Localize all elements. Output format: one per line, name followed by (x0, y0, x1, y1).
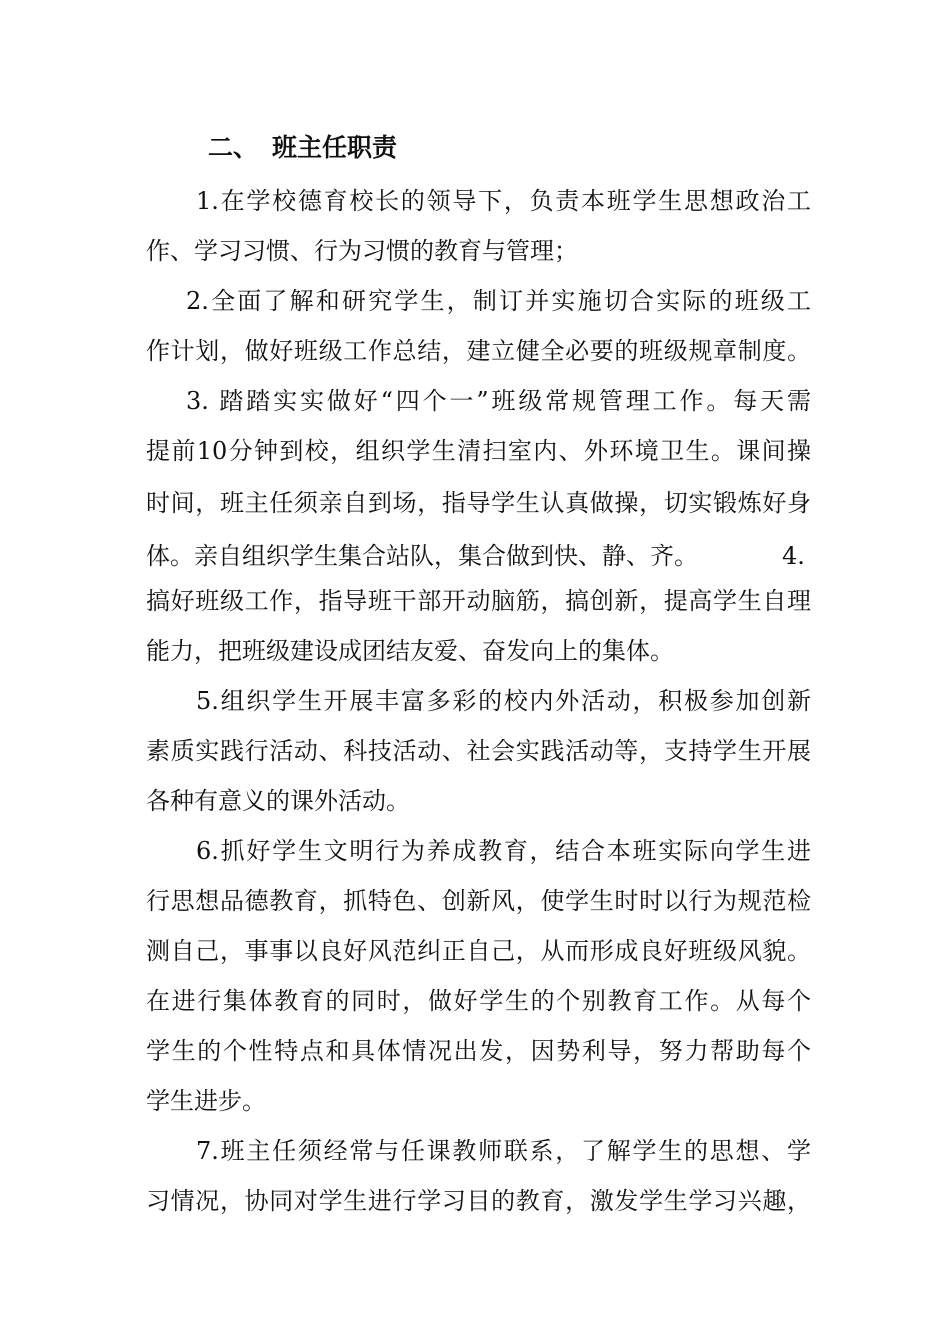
paragraph-line: 学生进步。 (146, 1087, 266, 1115)
paragraph-line: 学生的个性特点和具体情况出发，因势利导，努力帮助每个 (146, 1037, 811, 1065)
paragraph-line: 体。亲自组织学生集合站队，集合做到快、静、齐。 (146, 542, 698, 570)
paragraph-line: 作、学习习惯、行为习惯的教育与管理； (146, 237, 578, 265)
paragraph-line: 行思想品德教育，抓特色、创新风，使学生时时以行为规范检 (146, 887, 811, 915)
paragraph-line: 习情况，协同对学生进行学习目的教育，激发学生学习兴趣， (146, 1187, 811, 1215)
section-title: 班主任职责 (272, 133, 398, 162)
paragraph-line: 6.抓好学生文明行为养成教育，结合本班实际向学生进 (196, 837, 811, 865)
paragraph-line: 3. 踏踏实实做好“四个一”班级常规管理工作。每天需 (186, 387, 811, 415)
paragraph-line: 提前10分钟到校，组织学生清扫室内、外环境卫生。课间操 (146, 437, 811, 465)
paragraph-line: 搞好班级工作，指导班干部开动脑筋，搞创新，提高学生自理 (146, 587, 811, 615)
paragraph-line: 2.全面了解和研究学生，制订并实施切合实际的班级工 (186, 287, 811, 315)
paragraph-line: 7.班主任须经常与任课教师联系，了解学生的思想、学 (196, 1137, 811, 1165)
section-heading (208, 130, 397, 166)
paragraph-line: 时间，班主任须亲自到场，指导学生认真做操，切实锻炼好身 (146, 489, 811, 517)
paragraph-line: 各种有意义的课外活动。 (146, 787, 410, 815)
item-number: 4. (782, 542, 805, 570)
section-number: 二、 (208, 133, 259, 162)
paragraph-line: 1.在学校德育校长的领导下，负责本班学生思想政治工 (196, 187, 811, 215)
paragraph-line: 作计划，做好班级工作总结，建立健全必要的班级规章制度。 (146, 337, 811, 365)
paragraph-line: 素质实践行活动、科技活动、社会实践活动等，支持学生开展 (146, 737, 811, 765)
paragraph-line: 能力，把班级建设成团结友爱、奋发向上的集体。 (146, 637, 674, 665)
paragraph-line: 测自己，事事以良好风范纠正自己，从而形成良好班级风貌。 (146, 937, 811, 965)
paragraph-line: 在进行集体教育的同时，做好学生的个别教育工作。从每个 (146, 987, 811, 1015)
paragraph-line: 5.组织学生开展丰富多彩的校内外活动，积极参加创新 (196, 687, 811, 715)
